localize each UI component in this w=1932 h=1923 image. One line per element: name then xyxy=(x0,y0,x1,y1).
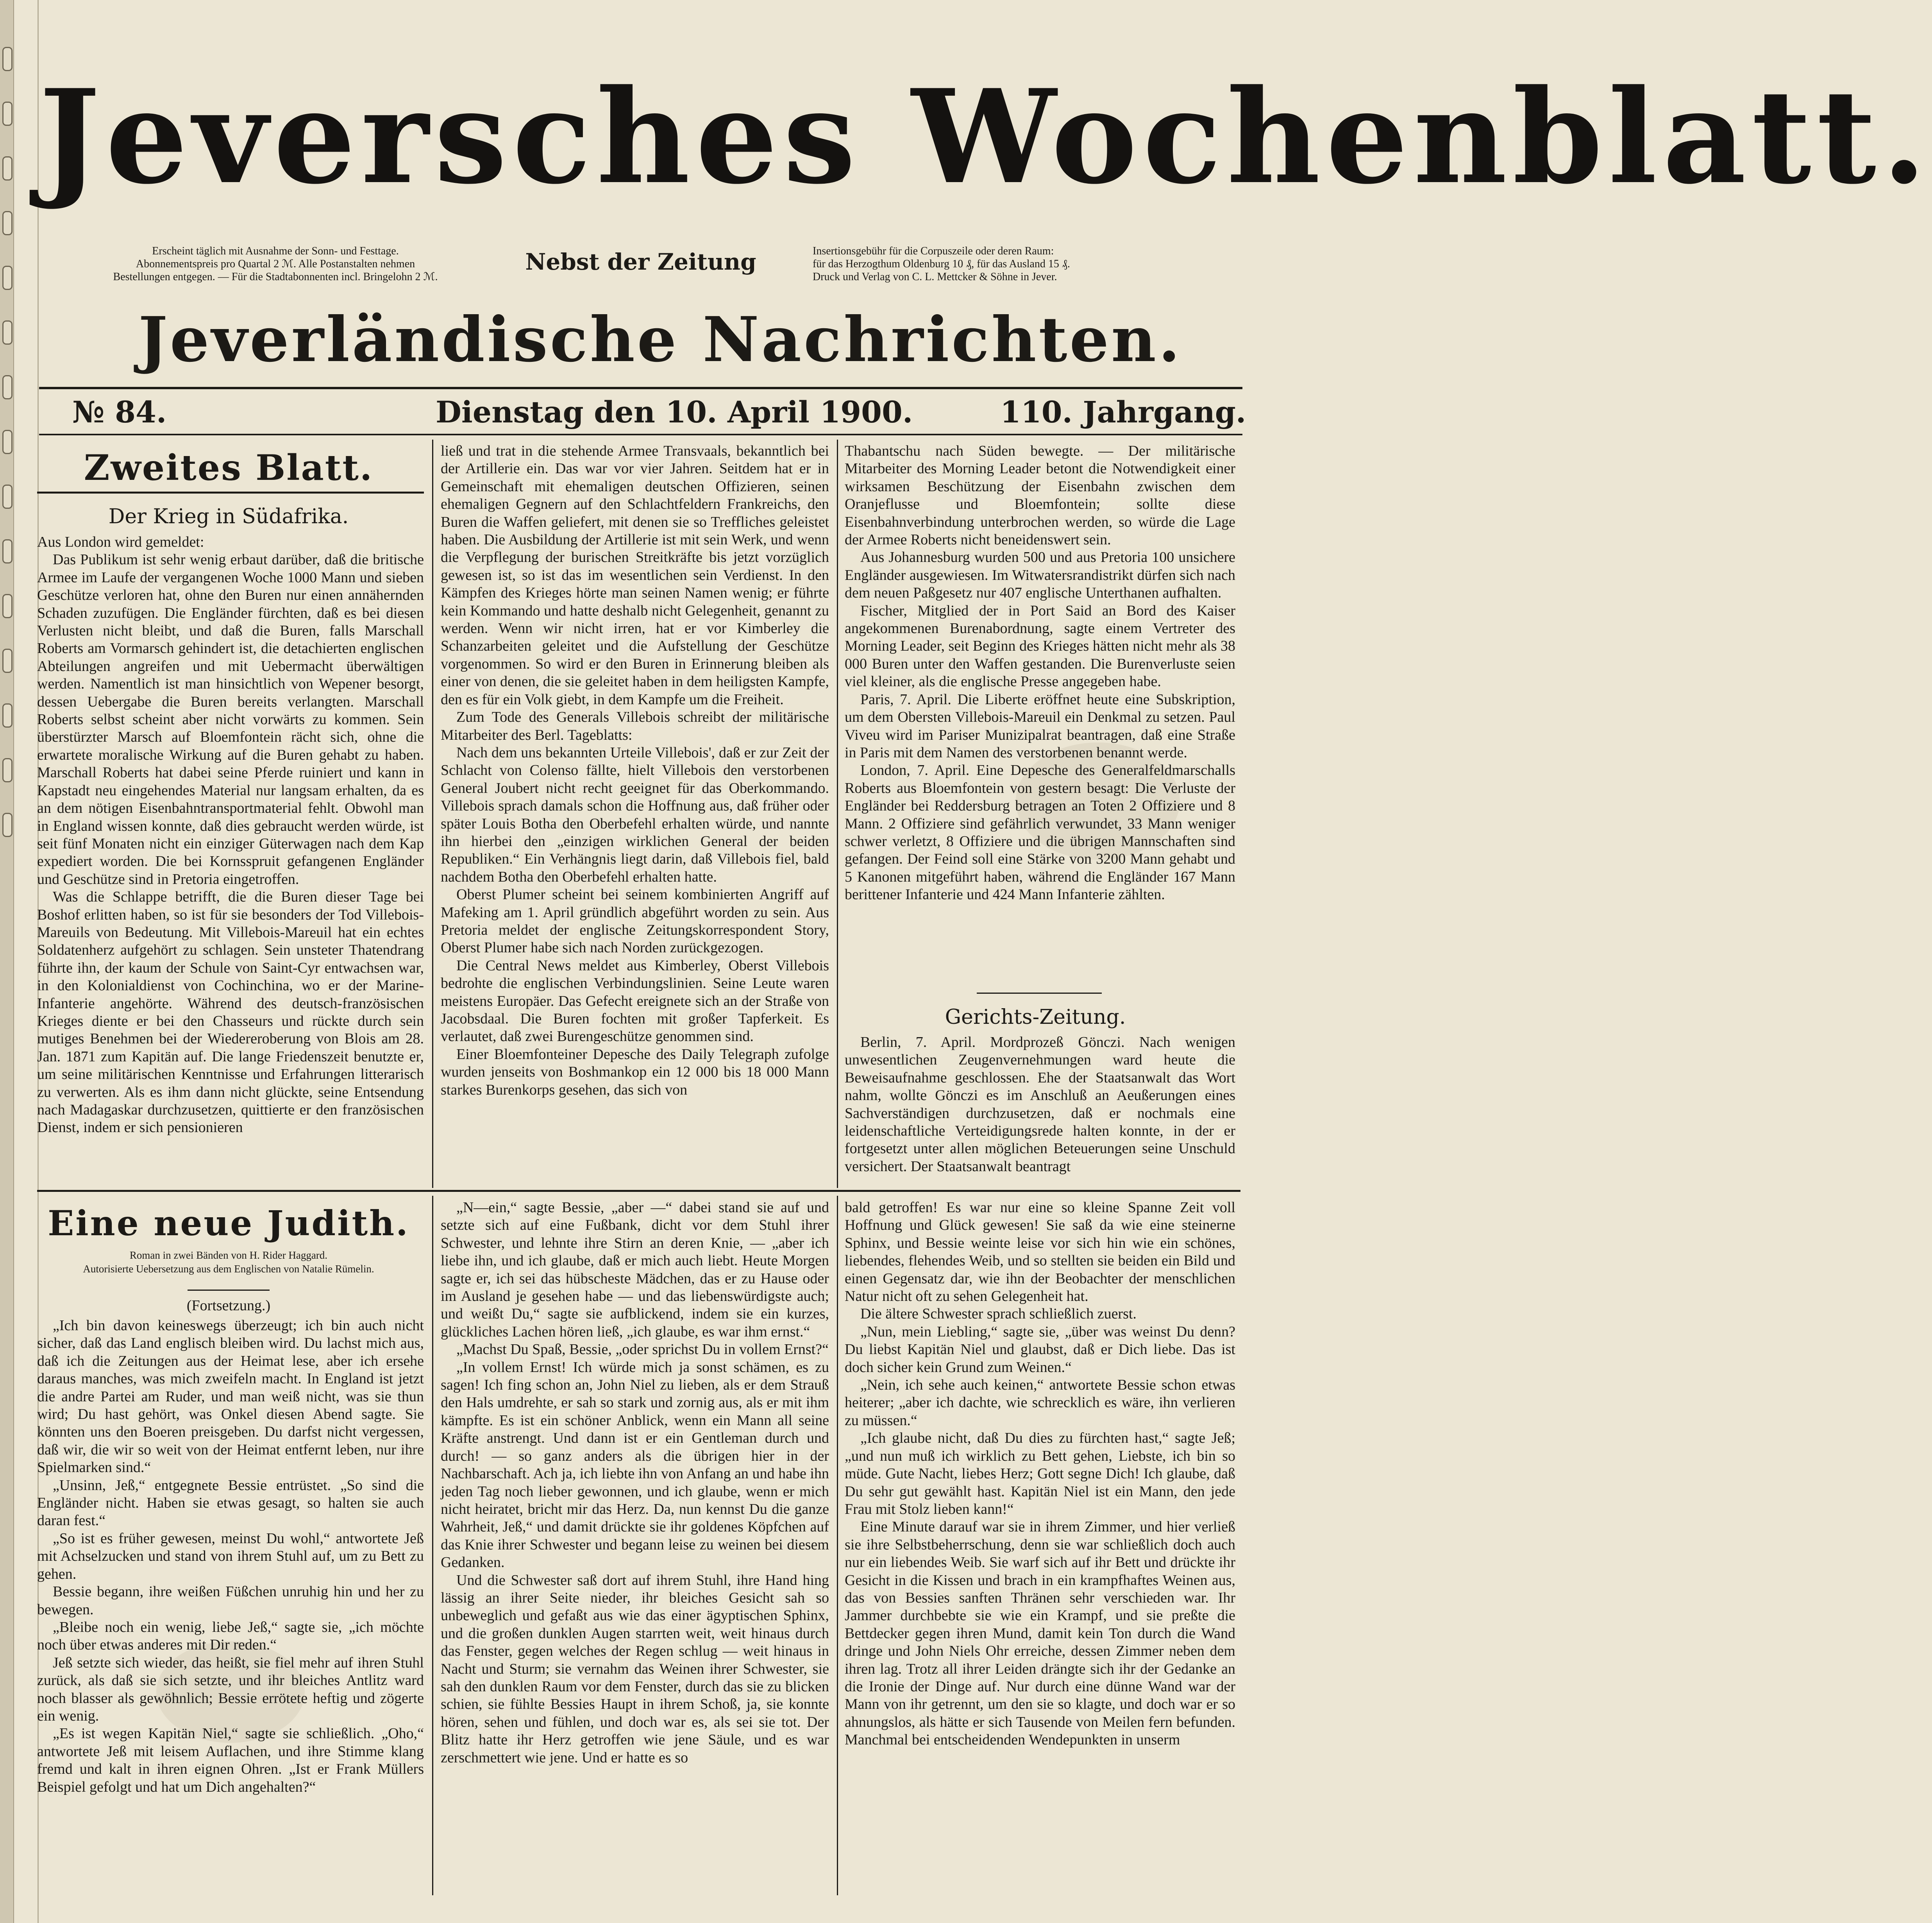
paragraph: Nach dem uns bekannten Urteile Villebois', daß er zur Zeit der Schlacht von Colenso fällte, hielt Villebois den verstorbenen General Joubert nicht recht geeignet für das Oberkommando. Villebois sprach damals schon die Hoffnung aus, daß früher oder später Louis Botha den Oberbefehl erhalten würde, und nannte ihn hierbei den „einzigen wirklichen General der beiden Republiken.“ Ein Verhängnis liegt darin, daß Villebois fiel, bald nachdem Botha den Oberbefehl erhalten hatte. xyxy=(441,744,829,885)
novel-column xyxy=(37,1317,424,1893)
paragraph: Die ältere Schwester sprach schließlich zuerst. xyxy=(860,1306,1137,1322)
issue-number: № 84. xyxy=(72,395,167,429)
paragraph: Was die Schlappe betrifft, die die Buren dieser Tage bei Boshof erlitten haben, so ist für sie besonders der Tod Villebois-Mareuils von Bedeutung. Mit Villebois-Mareuil hat ein echtes Soldatenherz aufgehört zu schlagen. Sein unsteter Thatendrang führte ihn, der kaum der Schule von Saint-Cyr entwachsen war, in den Kolonialdienst von Cochinchina, wo er der Marine-Infanterie angehörte. Während des deutsch-französischen Krieges diente er bei den Chasseurs und rückte durch sein mutiges Benehmen bei der Wiedereroberung von Blois am 28. Jan. 1871 zum Kapitän auf. Die lange Friedenszeit benutzte er, um seine militärischen Kenntnisse und Erfahrungen litterarisch zu verwerten. Als es ihm dann nicht glückte, seine Entsendung nach Madagaskar durchzusetzen, quittierte er den französischen Dienst, indem er sich pensionieren xyxy=(37,889,424,1136)
article-column xyxy=(37,533,424,1184)
insertion-info xyxy=(813,245,1227,299)
paragraph: London, 7. April. Eine Depesche des Generalfeldmarschalls Roberts aus Bloemfontein von gestern besagt: Die Verluste der Engländer bei Reddersburg betragen an Toten 2 Offiziere und 8 Mann. 2 Offiziere sind gefährlich verwundet, 33 Mann weniger schwer verletzt, 8 Offiziere und die übrigen Mannschaften sind gefangen. Der Feind soll eine Stärke von 3200 Mann gehabt und 5 Kanonen mitgeführt haben, während die Engländer 167 Mann berittener Infanterie und 424 Mann Infanterie zählten. xyxy=(845,762,1235,903)
paragraph: „Ich glaube nicht, daß Du dies zu fürchten hast,“ sagte Jeß; „und nun muß ich wirklich zu Bett gehen, Liebste, ich bin so müde. Gute Nacht, liebes Herz; Gott segne Dich! Ich glaube, daß Du sehr gut gewählt hast. Kapitän Niel ist ein Mann, den jede Frau mit Stolz lieben kann!“ xyxy=(845,1430,1235,1517)
article-heading: Der Krieg in Südafrika. xyxy=(108,505,349,528)
info-line: für das Herzogthum Oldenburg 10 ₰, für das Ausland 15 ₰. xyxy=(813,258,1070,270)
section-header: Zweites Blatt. xyxy=(84,447,374,488)
paragraph: Paris, 7. April. Die Liberte eröffnet heute eine Subskription, um dem Obersten Villebois-Mareuil ein Denkmal zu setzen. Paul Viveu wird im Pariser Munizipalrat beantragen, daß eine Straße in Paris mit dem Namen des verstorbenen benannt werde. xyxy=(845,691,1235,761)
paragraph: bald getroffen! Es war nur eine so kleine Spanne Zeit voll Hoffnung und Glück gewesen! Sie saß da wie eine steinerne Sphinx, und Bessie weinte leise vor sich hin wie ein schönes, liebendes, flehendes Weib, und so stellten sie beiden ein Bild und einen Gegensatz dar, wie ihn der Beobachter der menschlichen Natur nicht oft zu sehen Gelegenheit hat. xyxy=(845,1199,1235,1305)
paragraph: Oberst Plumer scheint bei seinem kombinierten Angriff auf Mafeking am 1. April gründlich abgeführt worden zu sein. Aus Pretoria meldet der englische Zeitungskorrespondent Story, Oberst Plumer habe sich nach Norden zurückgezogen. xyxy=(441,886,829,956)
nebst-label: Nebst der Zeitung xyxy=(525,249,756,275)
paragraph: ließ und trat in die stehende Armee Transvaals, bekanntlich bei der Artillerie ein. Das war vor vier Jahren. Seitdem hat er in Gemeinschaft mit ehemaligen deutschen Offizieren, seinen ehemaligen Gegnern auf den Schlachtfeldern Frankreichs, den Buren die Waffen geliefert, mit denen sie so Treffliches geleistet haben. Die Ausbildung der Artillerie ist mit sein Werk, und wenn die Verpflegung der burischen Streitkräfte bis jetzt vorzüglich gewesen ist, so ist das im wesentlichen sein Verdienst. In den Kämpfen des Krieges hörte man seinen Namen wenig; er führte kein Kommando und hatte deshalb nicht Gelegenheit, genannt zu werden. Wenn wir nicht irren, hat er vor Kimberley die Schanzarbeiten geleitet und die Aufstellung der Geschütze vorgenommen. So wird er den Buren in Erinnerung bleiben als einer von denen, die sie geleitet haben in dem heiligsten Kampfe, den es für ein Volk giebt, in dem Kampfe um die Freiheit. xyxy=(441,443,829,708)
novel-title: Eine neue Judith. xyxy=(48,1203,409,1243)
info-line: Insertionsgebühr für die Corpuszeile oder deren Raum: xyxy=(813,245,1054,257)
credit-line: Roman in zwei Bänden von H. Rider Haggard. xyxy=(129,1249,328,1261)
article-heading: Gerichts-Zeitung. xyxy=(945,1005,1126,1029)
paragraph: „Ich bin davon keineswegs überzeugt; ich bin auch nicht sicher, daß das Land englisch bleiben wird. Du lachst mich aus, daß ich die Zeitungen aus der Heimat lese, aber ich ersehe daraus manches, was mich zweifeln macht. In England ist jetzt die andre Partei am Ruder, und man weiß nicht, was sie thun wird; Du hast gehört, was Onkel diesen Abend sagte. Sie könnten uns den Boeren preisgeben. Du darfst nicht vergessen, daß wir, die wir so weit von der Heimat entfernt leben, nur ihre Spielmarken sind.“ xyxy=(37,1317,424,1476)
issue-rule-bottom xyxy=(39,434,1242,435)
article-column xyxy=(441,442,829,1185)
info-line: Erscheint täglich mit Ausnahme der Sonn- und Festtage. xyxy=(152,245,399,257)
paragraph: Fischer, Mitglied der in Port Said an Bord des Kaiser angekommenen Burenabordnung, sagte einem Vertreter des Morning Leader, seit Beginn des Krieges hätten nicht mehr als 38 000 Buren unter den Waffen gestanden. Die Burenverluste seien viel kleiner, als die englische Presse angegeben habe. xyxy=(845,602,1235,690)
paragraph: Aus London wird gemeldet: xyxy=(37,534,204,550)
column-divider xyxy=(432,1196,433,1895)
binding-edge xyxy=(0,0,14,1923)
issue-rule-top xyxy=(39,387,1242,389)
section-divider xyxy=(977,993,1102,994)
paragraph: Zum Tode des Generals Villebois schreibt der militärische Mitarbeiter des Berl. Tageblatts: xyxy=(441,709,829,743)
novel-column xyxy=(845,1199,1235,1894)
paragraph: Jeß setzte sich wieder, das heißt, sie fiel mehr auf ihren Stuhl zurück, als daß sie sich setzte, und ihr bleiches Antlitz ward noch blasser als gewöhnlich; Bessie errötete heftig und zögerte ein wenig. xyxy=(37,1654,424,1724)
paragraph: „Bleibe noch ein wenig, liebe Jeß,“ sagte sie, „ich möchte noch über etwas anderes mit Dir reden.“ xyxy=(37,1619,424,1653)
paragraph: Berlin, 7. April. Mordprozeß Gönczi. Nach wenigen unwesentlichen Zeugenvernehmungen ward heute die Beweisaufnahme geschlossen. Ehe der Staatsanwalt das Wort nahm, wollte Gönczi es im Anschluß an Aeußerungen eines Sachverständigen durchzusetzen, daß er nochmals eine leidenschaftliche Verteidigungsrede halten konnte, in der er fortgesetzt unter allen möglichen Beteuerungen seine Unschuld versichert. Der Staatsanwalt beantragt xyxy=(845,1034,1235,1175)
masthead-title: Jeversches Wochenblatt. xyxy=(39,61,1932,213)
info-line: Abonnementspreis pro Quartal 2 ℳ. Alle Postanstalten nehmen xyxy=(136,258,415,270)
paragraph: „Unsinn, Jeß,“ entgegnete Bessie entrüstet. „So sind die Engländer nicht. Haben sie etwas gesagt, so halten sie auch daran fest.“ xyxy=(37,1477,424,1529)
paragraph: Das Publikum ist sehr wenig erbaut darüber, daß die britische Armee im Laufe der vergangenen Woche 1000 Mann und sieben Geschütze verloren hat, ohne den Buren nur einen annähernden Schaden zuzufügen. Die Engländer fürchten, daß es bei diesen Verlusten nicht bleibt, und daß die Buren, falls Marschall Roberts am Vormarsch gehindert ist, die detachierten englischen Abteilungen angreifen und mit Uebermacht überwältigen werden. Namentlich ist man hinsichtlich von Wepener besorgt, dessen Uebergabe die Buren bereits verlangten. Marschall Roberts selbst scheint aber nicht vorwärts zu kommen. Sein überstürzter Marsch auf Bloemfontein rächt sich, ohne die erwartete moralische Wirkung auf die Buren gehabt zu haben. Marschall Roberts hat dabei seine Pferde ruiniert und kann in Kapstadt neu eingehendes Material nur langsam erhalten, da es an dem nötigen Eisenbahntransportmaterial fehlt. Obwohl man in England wissen konnte, daß dies gebraucht werden würde, ist seit fünf Monaten nicht ein einziger Güterwagen nach dem Kap expediert worden. Die bei Kornsspruit gefangenen Engländer und Geschütze sind in Pretoria eingetroffen. xyxy=(37,551,424,887)
column-divider xyxy=(432,440,433,1188)
paragraph: „Es ist wegen Kapitän Niel,“ sagte sie schließlich. „Oho,“ antwortete Jeß mit leisem Auflachen, und ihre Stimme klang fremd und kalt in ihren eignen Ohren. „Ist er Frank Müllers Beispiel gefolgt und hat um Dich angehalten?“ xyxy=(37,1725,424,1795)
paragraph: Und die Schwester saß dort auf ihrem Stuhl, ihre Hand hing lässig an ihrer Seite nieder, ihr bleiches Gesicht sah so unbeweglich und gefaßt aus wie das einer ägyptischen Sphinx, und die großen dunklen Augen starrten weit, weit hinaus durch das Fenster, gegen welches der Regen schlug — weit hinaus in Nacht und Sturm; sie vernahm das Weinen ihrer Schwester, sie sah den dunklen Raum vor dem Fenster, durch das sie zu blicken schien, sie fühlte Bessies Haupt in ihrem Schoß, ja, sie konnte hören, sehen und fühlen, und doch war es, als sei sie tot. Der Blitz hatte ihr Herz getroffen wie jene Säule, und es war zerschmettert wie jene. Und er hatte es so xyxy=(441,1572,829,1766)
article-column xyxy=(845,442,1235,982)
paragraph: „Nun, mein Liebling,“ sagte sie, „über was weinst Du denn? Du liebst Kapitän Niel und glaubst, daß er Dich liebe. Das ist doch sicher kein Grund zum Weinen.“ xyxy=(845,1323,1235,1376)
paragraph: Die Central News meldet aus Kimberley, Oberst Villebois bedrohte die englischen Verbindungslinien. Seine Leute waren meistens Europäer. Das Gefecht ereignete sich an der Straße von Jacobsdaal. Die Buren fochten mit großer Tapferkeit. Es verlautet, daß zwei Burengeschütze genommen sind. xyxy=(441,957,829,1045)
paragraph: „So ist es früher gewesen, meinst Du wohl,“ antwortete Jeß mit Achselzucken und stand von ihrem Stuhl auf, um zu Bett zu gehen. xyxy=(37,1530,424,1582)
paragraph: Thabantschu nach Süden bewegte. — Der militärische Mitarbeiter des Morning Leader betont die Notwendigkeit einer wirksamen Beschützung der Eisenbahn zwischen dem Oranjeflusse und Bloemfontein; sollte diese Eisenbahnverbindung unterbrochen werden, so würde die Lage der Armee Roberts nicht beneidenswert sein. xyxy=(845,443,1235,548)
paragraph: „Machst Du Spaß, Bessie, „oder sprichst Du in vollem Ernst?“ xyxy=(456,1341,829,1358)
paragraph: Eine Minute darauf war sie in ihrem Zimmer, und hier verließ sie ihre Selbstbeherrschung, denn sie war schließlich doch auch nur ein liebendes Weib. Sie warf sich auf ihr Bett und drückte ihr Gesicht in die Kissen und brach in ein krampfhaftes Weinen aus, das von Bessies sanften Thränen sehr verschieden war. Ihr Jammer durchbebte sie wie ein Krampf, und sie preßte die Bettdecker gegen ihren Mund, damit kein Ton durch die Wand dringe und John Niels Ohr erreiche, dessen Zimmer neben dem ihren lag. Trotz all ihrer Leiden drängte sich ihr der Gedanke an die Ironie der Dinge auf. Nur durch eine dünne Wand war der Mann von ihr getrennt, um den sie so klagte, und doch war er so ahnungslos, als hätte er sich Tausende von Meilen fern befunden. Manchmal bei entscheidenden Wendepunkten in unserm xyxy=(845,1519,1235,1748)
paragraph: Bessie begann, ihre weißen Füßchen unruhig hin und her zu bewegen. xyxy=(37,1583,424,1618)
column-divider xyxy=(837,440,838,1188)
paragraph: „In vollem Ernst! Ich würde mich ja sonst schämen, es zu sagen! Ich fing schon an, John Niel zu lieben, als er dem Strauß den Hals umdrehte, er sah so stark und zornig aus, als er mit ihm kämpfte. Es ist ein schöner Anblick, wenn ein Mann all seine Kräfte anstrengt. Und dann ist er ein Gentleman durch und durch! — so ganz anders als die übrigen hier in der Nachbarschaft. Ach ja, ich liebte ihn von Anfang an und habe ihn jeden Tag noch lieber gewonnen, und ich glaube, wenn er mich nicht heiratet, bricht mir das Herz. Da, nun kennst Du die ganze Wahrheit, Jeß,“ und damit drückte sie ihr goldenes Köpfchen auf das Knie ihrer Schwester und begann leise zu weinen bei diesem Gedanken. xyxy=(441,1359,829,1571)
masthead-subtitle: Jeverländische Nachrichten. xyxy=(138,304,1182,376)
column-divider xyxy=(837,1196,838,1895)
credit-line: Autorisierte Uebersetzung aus dem Englischen von Natalie Rümelin. xyxy=(83,1263,374,1275)
issue-year: 110. Jahrgang. xyxy=(1000,395,1246,429)
continuation-label: (Fortsetzung.) xyxy=(186,1297,271,1314)
header-rule xyxy=(37,492,424,494)
novel-credit xyxy=(35,1249,422,1276)
info-line: Bestellungen entgegen. — Für die Stadtabonnenten incl. Bringelohn 2 ℳ. xyxy=(113,271,438,283)
paragraph: Aus Johannesburg wurden 500 und aus Pretoria 100 unsichere Engländer ausgewiesen. Im Witwatersrandistrikt dürfen sich nach dem neuen Paßgesetz nur 407 englische Unterthanen aufhalten. xyxy=(845,549,1235,601)
paragraph: „Nein, ich sehe auch keinen,“ antwortete Bessie schon etwas heiterer; „aber ich dachte, wie schrecklich es wäre, ihn verlieren zu müssen.“ xyxy=(845,1377,1235,1429)
feuilleton-rule xyxy=(37,1190,1240,1192)
novel-column xyxy=(441,1199,829,1894)
info-line: Druck und Verlag von C. L. Mettcker & Söhne in Jever. xyxy=(813,271,1057,283)
issue-date: Dienstag den 10. April 1900. xyxy=(436,395,913,429)
paragraph: Einer Bloemfonteiner Depesche des Daily Telegraph zufolge wurden jenseits von Boshmankop ein 12 000 bis 18 000 Mann starkes Burenkorps gesehen, das sich von xyxy=(441,1046,829,1098)
subscription-info xyxy=(64,245,486,299)
paragraph: „N—ein,“ sagte Bessie, „aber —“ dabei stand sie auf und setzte sich auf eine Fußbank, dicht vor dem Stuhl ihrer Schwester, und lehnte ihre Stirn an deren Knie, — „aber ich liebe ihn, und ich glaube, daß er mich auch liebt. Heute Morgen sagte er, ich sei das hübscheste Mädchen, das er zu Hause oder im Ausland je gesehen habe — und das liebenswürdigste auch; und weißt Du,“ sagte sie aufblickend, indem sie ein kurzes, glückliches Lachen hören ließ, „ich glaube, es war ihm ernst.“ xyxy=(441,1199,829,1340)
credit-rule xyxy=(188,1290,270,1291)
article-column xyxy=(845,1034,1235,1186)
